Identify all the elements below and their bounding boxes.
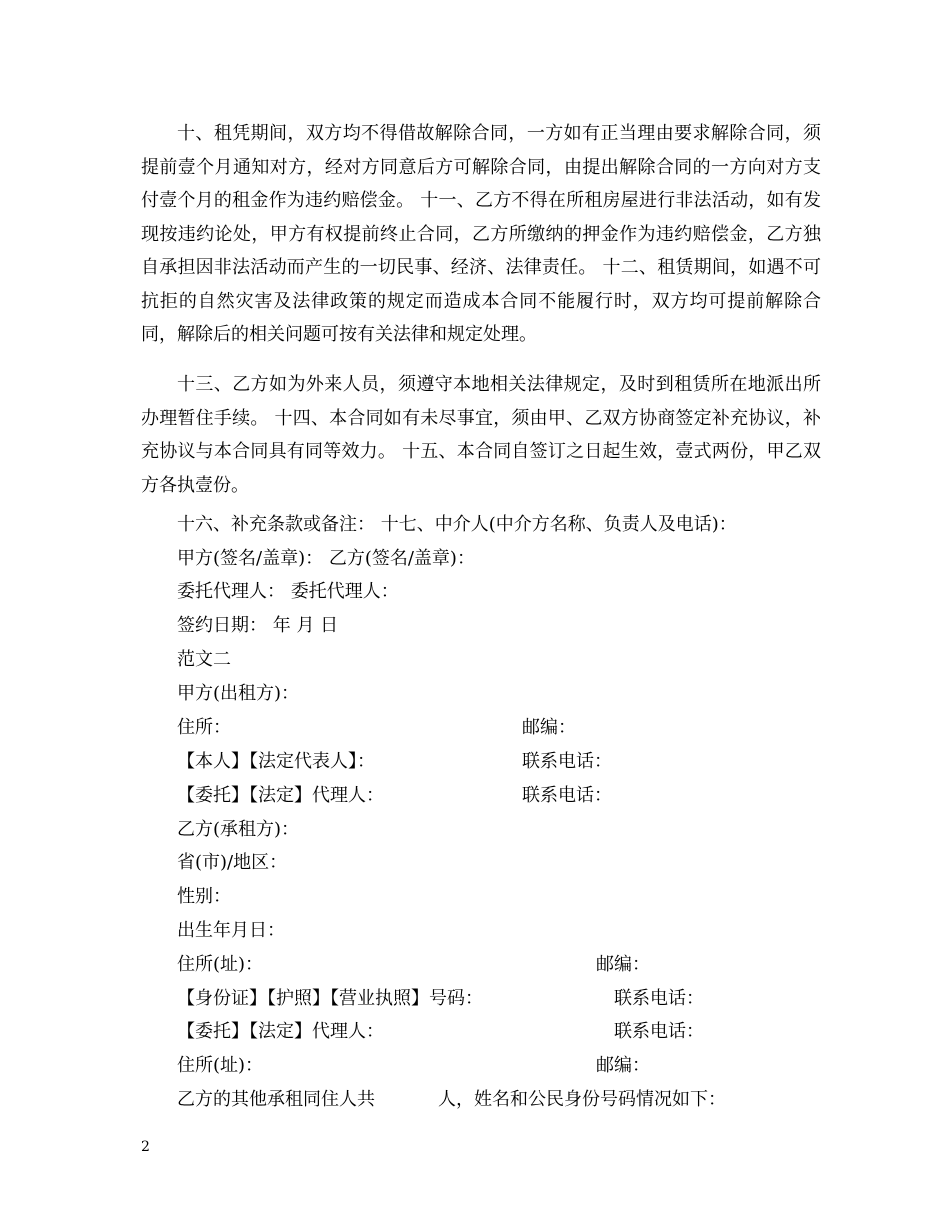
- line-agent-b: 【委托】【法定】代理人：: [177, 1021, 384, 1042]
- line-province: 省(市)/地区：: [177, 852, 288, 873]
- line-supplement: 十六、补充条款或备注： 十七、中介人(中介方名称、负责人及电话)：: [177, 514, 737, 535]
- page-number: 2: [141, 1139, 150, 1155]
- line-party-b: 乙方(承租方)：: [177, 819, 300, 840]
- line-party-a: 甲方(出租方)：: [177, 683, 300, 704]
- line-phone-a1: 联系电话：: [522, 751, 612, 772]
- line-agent-a: 【委托】【法定】代理人：: [177, 785, 384, 806]
- line-postcode-a: 邮编：: [522, 717, 576, 738]
- line-address-b1: 住所(址)：: [177, 954, 264, 975]
- line-address-a: 住所：: [177, 717, 231, 738]
- line-phone-b2: 联系电话：: [614, 1021, 704, 1042]
- line-legal-rep-a: 【本人】【法定代表人】：: [177, 751, 375, 772]
- line-phone-b1: 联系电话：: [614, 988, 704, 1009]
- line-address-b2: 住所(址)：: [177, 1055, 264, 1076]
- line-birthdate: 出生年月日：: [177, 920, 285, 941]
- paragraph-clauses-10-12: 十、租凭期间，双方均不得借故解除合同，一方如有正当理由要求解除合同，须提前壹个月通知对方，经对方同意后方可解除合同，由提出解除合同的一方向对方支付壹个月的租金作为违约赔偿金。 十一、乙方不得在所租房屋进行非法活动，如有发现按违约论处，甲方有权提前终止合同，乙方所缴纳的押金作为违约赔偿金，乙方独自承担因非法活动而产生的一切民事、经济、法律责任。 十二、租赁期间，如遇不可抗拒的自然灾害及法律政策的规定而造成本合同不能履行时，双方均可提前解除合同，解除后的相关问题可按有关法律和规定处理。: [141, 123, 821, 345]
- line-phone-a2: 联系电话：: [522, 785, 612, 806]
- paragraph-clauses-13-15: 十三、乙方如为外来人员，须遵守本地相关法律规定，及时到租赁所在地派出所办理暂住手续。 十四、本合同如有未尽事宜，须由甲、乙双方协商签定补充协议，补充协议与本合同具有同等效力。 十五、本合同自签订之日起生效，壹式两份，甲乙双方各执壹份。: [141, 374, 821, 496]
- line-postcode-b1: 邮编：: [596, 954, 650, 975]
- line-sign-date: 签约日期： 年 月 日: [177, 615, 339, 636]
- line-cohabitants-prefix: 乙方的其他承租同住人共: [177, 1089, 375, 1110]
- line-postcode-b2: 邮编：: [596, 1055, 650, 1076]
- line-cohabitants-suffix: 人，姓名和公民身份号码情况如下：: [438, 1089, 726, 1110]
- line-sample-two: 范文二: [177, 649, 231, 670]
- line-id-number-b: 【身份证】【护照】【营业执照】号码：: [177, 988, 483, 1009]
- line-signatures: 甲方(签名/盖章)： 乙方(签名/盖章)：: [177, 548, 475, 569]
- line-agents: 委托代理人： 委托代理人：: [177, 581, 399, 602]
- line-gender: 性别：: [177, 886, 231, 907]
